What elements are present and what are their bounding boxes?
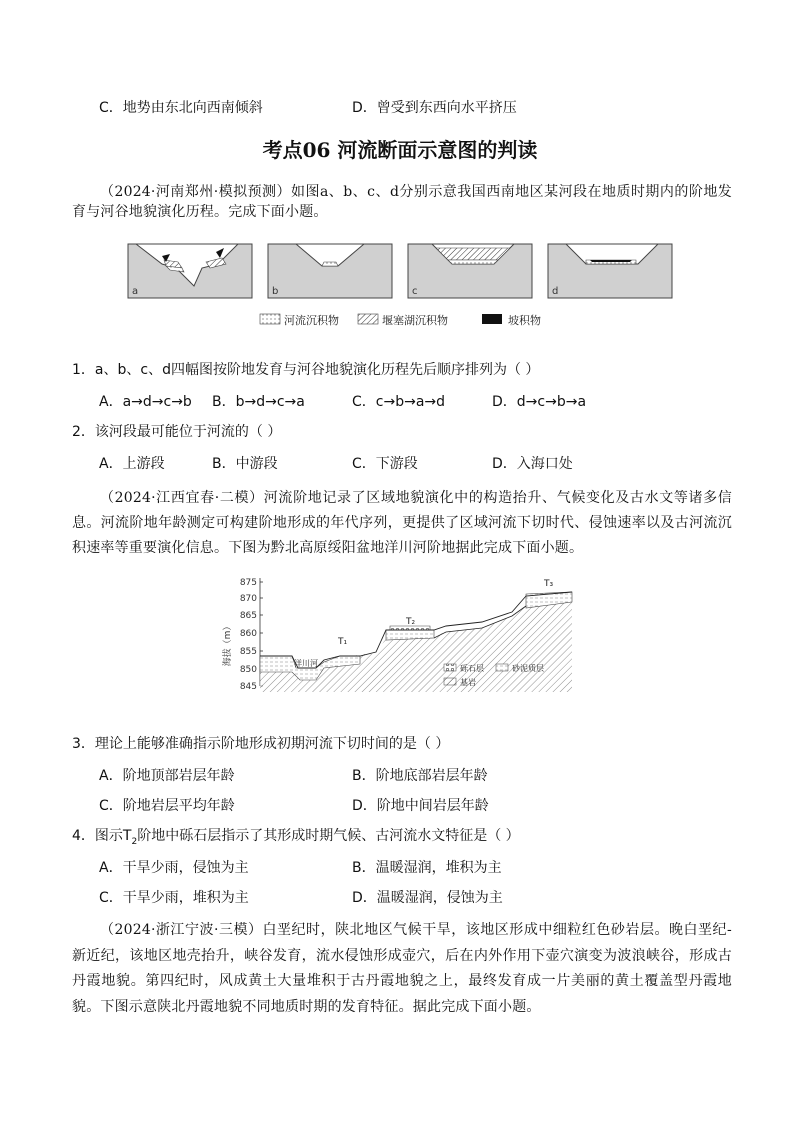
q3-option-c[interactable]: C．阶地岩层平均年龄 [99, 798, 235, 814]
panel-label-d: d [552, 286, 559, 297]
q4-option-b[interactable]: B．温暖湿润，堆积为主 [352, 860, 502, 876]
legend-lake-sediment: 堰塞湖沉积物 [382, 314, 448, 327]
panel-b [268, 244, 392, 298]
y-axis-label: 海拔（m） [223, 621, 233, 667]
panel-label-c: c [412, 286, 418, 297]
legend-swatch-colluvium [482, 314, 502, 324]
figure1-legend [260, 313, 541, 327]
terrace-label-t3: T₃ [544, 579, 554, 589]
y-tick-865: 865 [239, 611, 257, 621]
terrace-label-t1: T₁ [338, 637, 348, 647]
q4-option-a[interactable]: A．干旱少雨，侵蚀为主 [99, 860, 249, 876]
q3-option-a[interactable]: A．阶地顶部岩层年龄 [99, 768, 235, 784]
valley-evolution-figure [126, 242, 686, 330]
q1-option-a[interactable]: A．a→d→c→b [99, 394, 192, 410]
passage-1: （2024·河南郑州·模拟预测）如图a、b、c、d分别示意我国西南地区某河段在地质时期内的阶地发育与河谷地貌演化历程。完成下面小题。 [72, 184, 732, 220]
passage-2: （2024·江西宜春·二模）河流阶地记录了区域地貌演化中的构造抬升、气候变化及古水文等诸多信息。河流阶地年龄测定可构建阶地形成的年代序列，更提供了区域河流下切时代、侵蚀速率以及古河流沉积速率等重要演化信息。下图为黔北高原绥阳盆地洋川河阶地据此完成下面小题。 [72, 490, 732, 556]
y-tick-875: 875 [239, 578, 257, 588]
q4-stem-post: 阶地中砾石层指示了其形成时期气候、古河流水文特征是（ ） [137, 828, 520, 844]
q4-option-d[interactable]: D．温暖湿润，侵蚀为主 [352, 890, 503, 906]
passage-3: （2024·浙江宁波·三模）白垩纪时，陕北地区气候干旱，该地区形成中细粒红色砂岩层。晚白垩纪-新近纪，该地区地壳抬升，峡谷发育，流水侵蚀形成壶穴，后在内外作用下壶穴演变为波浪峡谷，形成古丹霞地貌。第四纪时，风成黄土大量堆积于古丹霞地貌之上，最终发育成一片美丽的黄土覆盖型丹霞地貌。下图示意陕北丹霞地貌不同地质时期的发育特征。据此完成下面小题。 [72, 922, 732, 1015]
panel-label-b: b [272, 286, 279, 297]
q1-option-c[interactable]: C．c→b→a→d [352, 394, 446, 410]
q2-option-c[interactable]: C．下游段 [352, 456, 418, 472]
terrace-label-t2: T₂ [406, 617, 416, 627]
y-tick-850: 850 [239, 665, 257, 675]
q1-option-d[interactable]: D．d→c→b→a [492, 394, 587, 410]
legend-swatch-river-sediment [260, 314, 280, 324]
legend-gravel: 砾石层 [460, 664, 484, 673]
q2-option-a[interactable]: A．上游段 [99, 456, 165, 472]
q3-option-b[interactable]: B．阶地底部岩层年龄 [352, 768, 488, 784]
option-d-prev: D．曾受到东西向水平挤压 [352, 100, 517, 116]
y-tick-860: 860 [239, 629, 257, 639]
q1-option-b[interactable]: B．b→d→c→a [212, 394, 305, 410]
river-label: 洋川河 [294, 659, 318, 668]
q2-stem: 2．该河段最可能位于河流的（ ） [72, 424, 282, 440]
legend-swatch-gravel [444, 664, 456, 671]
terrace-profile-figure [220, 572, 590, 698]
panel-a [128, 244, 252, 298]
panel-c [408, 244, 532, 298]
q1-stem: 1．a、b、c、d四幅图按阶地发育与河谷地貌演化历程先后顺序排列为（ ） [72, 362, 540, 378]
legend-colluvium: 坡积物 [508, 314, 541, 327]
q3-stem: 3．理论上能够准确指示阶地形成初期河流下切时间的是（ ） [72, 736, 450, 752]
q2-option-b[interactable]: B．中游段 [212, 456, 278, 472]
q4-stem-sub: 2 [131, 836, 138, 847]
q4-stem-pre: 4．图示T [72, 828, 132, 844]
legend-swatch-sand-mud [496, 664, 508, 671]
q3-option-d[interactable]: D．阶地中间岩层年龄 [352, 798, 489, 814]
option-c-prev: C．地势由东北向西南倾斜 [99, 100, 263, 116]
y-tick-870: 870 [239, 594, 257, 604]
panel-d [548, 244, 672, 298]
legend-bedrock: 基岩 [460, 678, 476, 687]
legend-river-sediment: 河流沉积物 [284, 314, 339, 327]
q4-option-c[interactable]: C．干旱少雨，堆积为主 [99, 890, 249, 906]
legend-swatch-bedrock [444, 678, 456, 685]
y-tick-845: 845 [239, 682, 257, 692]
q2-option-d[interactable]: D．入海口处 [492, 456, 573, 472]
y-tick-855: 855 [239, 647, 257, 657]
legend-swatch-lake-sediment [358, 314, 378, 324]
section-title: 考点06 河流断面示意图的判读 [262, 138, 538, 162]
panel-label-a: a [132, 286, 139, 297]
q4-stem [72, 826, 520, 852]
legend-sand-mud: 砂泥质层 [512, 664, 544, 673]
